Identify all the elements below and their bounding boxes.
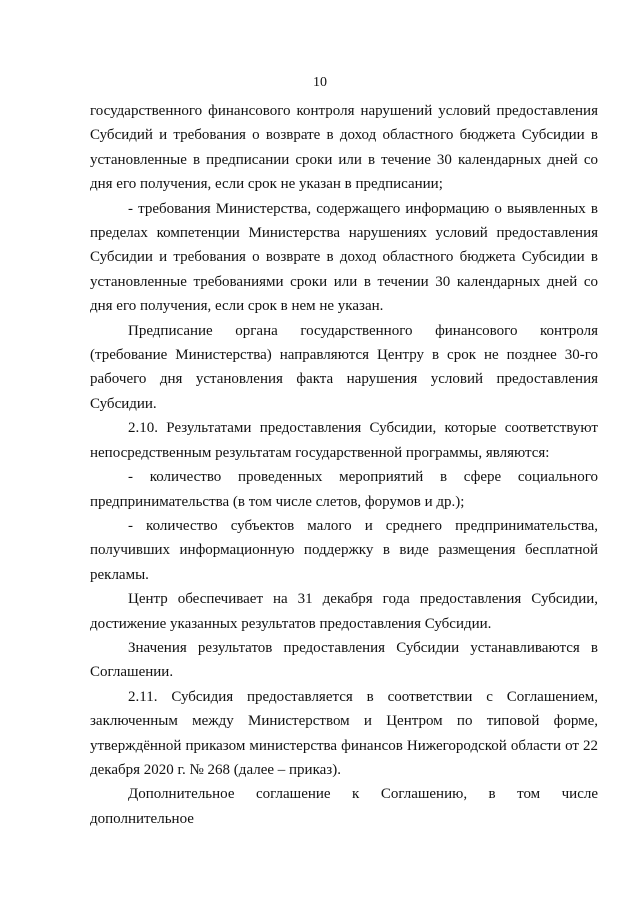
paragraph-center-ensures: Центр обеспечивает на 31 декабря года предоставления Субсидии, достижение указанных результатов предоставления Субсидии. [90,591,598,632]
paragraph-ministry-requirement: - требования Министерства, содержащего информацию о выявленных в пределах компетенции Министерства нарушениях условий предоставления Субсидии и требования о возврате в доход областного бюджета Субсидии в установленные требованиями сроки или в течении 30 календарных дней со дня его получения, если срок в нем не указан. [90,200,598,315]
paragraph-result-values: Значения результатов предоставления Субсидии устанавливаются в Соглашении. [90,639,598,681]
document-body [90,99,598,831]
list-item-events-count: - количество проведенных мероприятий в сфере социального предпринимательства (в том числе слетов, форумов и др.); [90,469,598,510]
list-item-smb-count: - количество субъектов малого и среднего предпринимательства, получивших информационную поддержку в виде размещения бесплатной рекламы. [90,517,598,583]
paragraph-prescription-deadline: Предписание органа государственного финансового контроля (требование Министерства) направляются Центру в срок не позднее 30-го рабочего дня установления факта нарушения условий предоставления Субсидии. [90,322,598,412]
paragraph-section-2-10: 2.10. Результатами предоставления Субсидии, которые соответствуют непосредственным результатам государственной программы, являются: [90,420,598,461]
page-number: 10 [313,75,327,90]
paragraph-section-2-11: 2.11. Субсидия предоставляется в соответствии с Соглашением, заключенным между Министерством и Центром по типовой форме, утверждённой приказом министерства финансов Нижегородской области от 22 декабря 2020 г. № 268 (далее – приказ). [90,688,598,778]
paragraph-additional-agreement: Дополнительное соглашение к Соглашению, в том числе дополнительное [90,786,598,827]
paragraph-continuation-prescription: государственного финансового контроля нарушений условий предоставления Субсидий и требования о возврате в доход областного бюджета Субсидии в установленные в предписании сроки или в течение 30 календарных дней со дня его получения, если срок не указан в предписании; [90,103,598,193]
